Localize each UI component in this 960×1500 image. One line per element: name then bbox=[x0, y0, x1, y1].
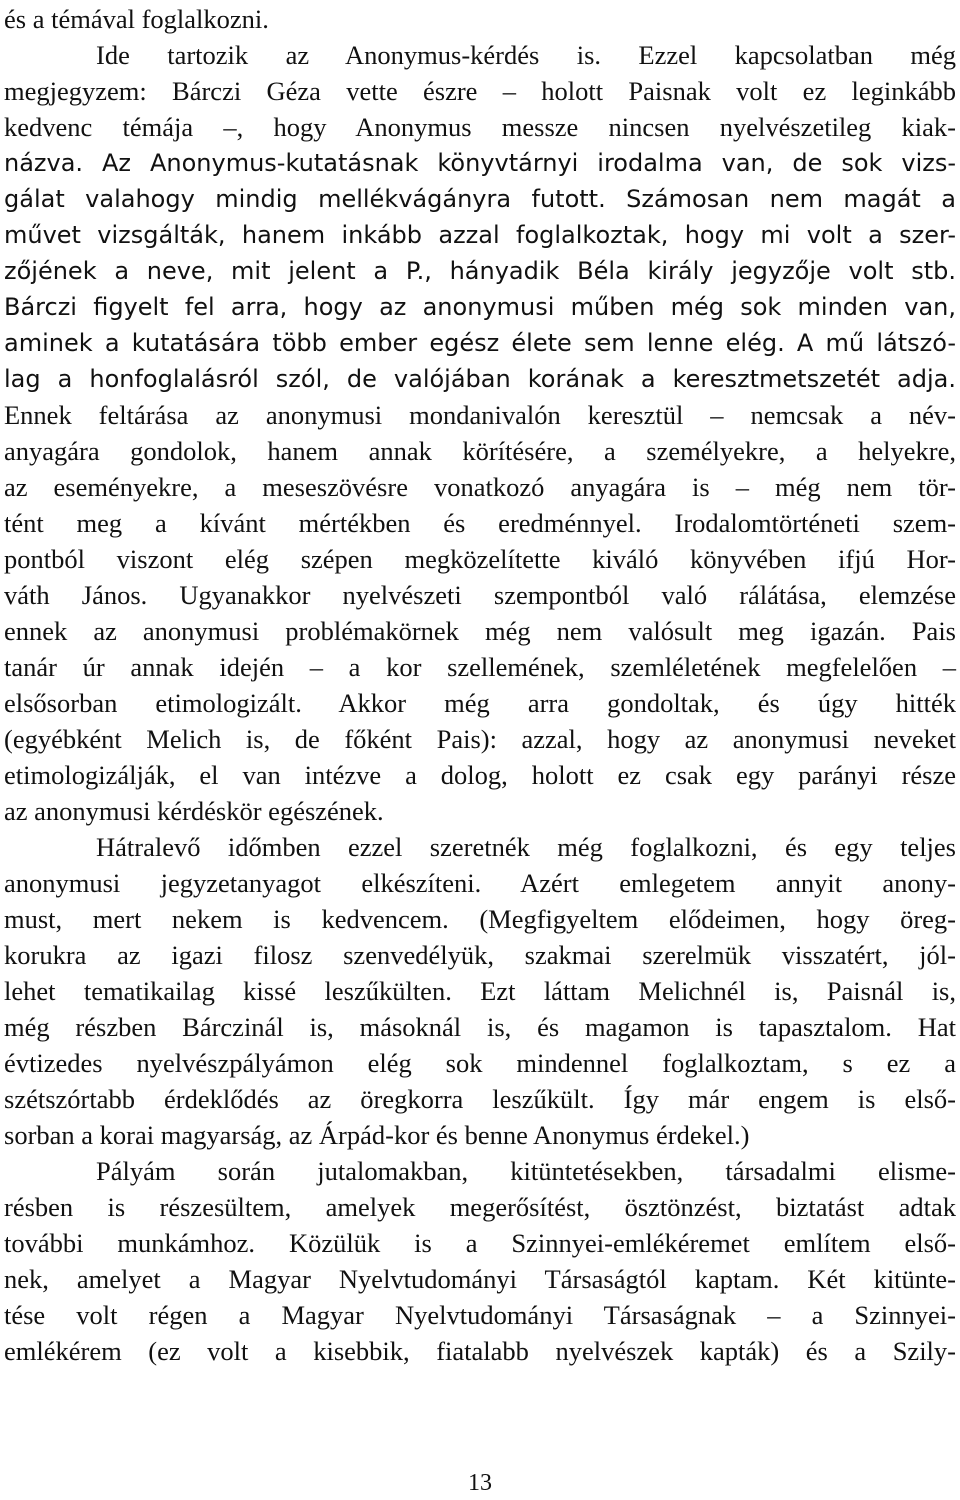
text-line: anonymusi jegyzetanyagot elkészíteni. Azért emlegetem annyit anony- bbox=[4, 868, 956, 898]
text-line: zőjének a neve, mit jelent a P., hányadik Béla király jegyzője volt stb. bbox=[4, 257, 956, 285]
text-line: must, mert nekem is kedvencem. (Megfigyeltem elődeimen, hogy öreg- bbox=[4, 904, 956, 934]
text-line: Ide tartozik az Anonymus-kérdés is. Ezzel kapcsolatban még bbox=[96, 40, 956, 70]
text-line: gálat valahogy mindig mellékvágányra futott. Számosan nem magát a bbox=[4, 185, 956, 213]
text-line: elsősorban etimologizált. Akkor még arra gondoltak, és úgy hitték bbox=[4, 688, 956, 718]
text-line: pontból viszont elég szépen megközelítette kiváló könyvében ifjú Hor- bbox=[4, 544, 956, 574]
text-line: évtizedes nyelvészpályámon elég sok mindennel foglalkoztam, s ez a bbox=[4, 1048, 956, 1078]
text-line: názva. Az Anonymus-kutatásnak könyvtárnyi irodalma van, de sok vizs- bbox=[4, 149, 956, 177]
text-line: lag a honfoglalásról szól, de valójában korának a keresztmetszetét adja. bbox=[4, 365, 956, 393]
text-line: Bárczi figyelt fel arra, hogy az anonymusi műben még sok minden van, bbox=[4, 293, 956, 321]
text-line: tanár úr annak idején – a kor szellemének, szemléletének megfelelően – bbox=[4, 652, 956, 682]
text-line: Ennek feltárása az anonymusi mondanivalón keresztül – nemcsak a név- bbox=[4, 400, 956, 430]
text-line: Pályám során jutalomakban, kitüntetésekben, társadalmi elisme- bbox=[96, 1156, 956, 1186]
text-line: emlékérem (ez volt a kisebbik, fiatalabb nyelvészek kapták) és a Szily- bbox=[4, 1336, 956, 1366]
page-number: 13 bbox=[468, 1470, 492, 1496]
text-line: tése volt régen a Magyar Nyelvtudományi Társaságnak – a Szinnyei- bbox=[4, 1300, 956, 1330]
text-line: nek, amelyet a Magyar Nyelvtudományi Társaságtól kaptam. Két kitünte- bbox=[4, 1264, 956, 1294]
text-line: váth János. Ugyanakkor nyelvészeti szempontból való rálátása, elemzése bbox=[4, 580, 956, 610]
text-line: az eseményekre, a meseszövésre vonatkozó anyagára is – még nem tör- bbox=[4, 472, 956, 502]
text-line: lehet tematikailag kissé leszűkülten. Ezt láttam Melichnél is, Paisnál is, bbox=[4, 976, 956, 1006]
text-line: szétszórtabb érdeklődés az öregkorra leszűkült. Így már engem is első- bbox=[4, 1084, 956, 1114]
text-line: megjegyzem: Bárczi Géza vette észre – holott Paisnak volt ez leginkább bbox=[4, 76, 956, 106]
text-line: (egyébként Melich is, de főként Pais): azzal, hogy az anonymusi neveket bbox=[4, 724, 956, 754]
text-line: anyagára gondolok, hanem annak körítésére, a személyekre, a helyekre, bbox=[4, 436, 956, 466]
text-line: az anonymusi kérdéskör egészének. bbox=[4, 796, 384, 826]
text-line: korukra az igazi filosz szenvedélyük, szakmai szerelmük visszatért, jól- bbox=[4, 940, 956, 970]
text-line: és a témával foglalkozni. bbox=[4, 4, 269, 34]
text-line: résben is részesültem, amelyek megerősítést, ösztönzést, biztatást adtak bbox=[4, 1192, 956, 1222]
text-line: további munkámhoz. Közülük is a Szinnyei-emlékéremet említem első- bbox=[4, 1228, 956, 1258]
text-line: Hátralevő időmben ezzel szeretnék még foglalkozni, és egy teljes bbox=[96, 832, 956, 862]
text-line: művet vizsgálták, hanem inkább azzal foglalkoztak, hogy mi volt a szer- bbox=[4, 221, 956, 249]
text-line: aminek a kutatására több ember egész élete sem lenne elég. A mű látszó- bbox=[4, 329, 956, 357]
text-line: ennek az anonymusi problémakörnek még nem valósult meg igazán. Pais bbox=[4, 616, 956, 646]
text-line: tént meg a kívánt mértékben és eredménnyel. Irodalomtörténeti szem- bbox=[4, 508, 956, 538]
text-line: sorban a korai magyarság, az Árpád-kor és benne Anonymus érdekel.) bbox=[4, 1120, 750, 1150]
text-line: még részben Bárczinál is, másoknál is, és magamon is tapasztalom. Hat bbox=[4, 1012, 956, 1042]
text-line: etimologizálják, el van intézve a dolog, holott ez csak egy parányi része bbox=[4, 760, 956, 790]
text-line: kedvenc témája –, hogy Anonymus messze nincsen nyelvészetileg kiak- bbox=[4, 112, 956, 142]
